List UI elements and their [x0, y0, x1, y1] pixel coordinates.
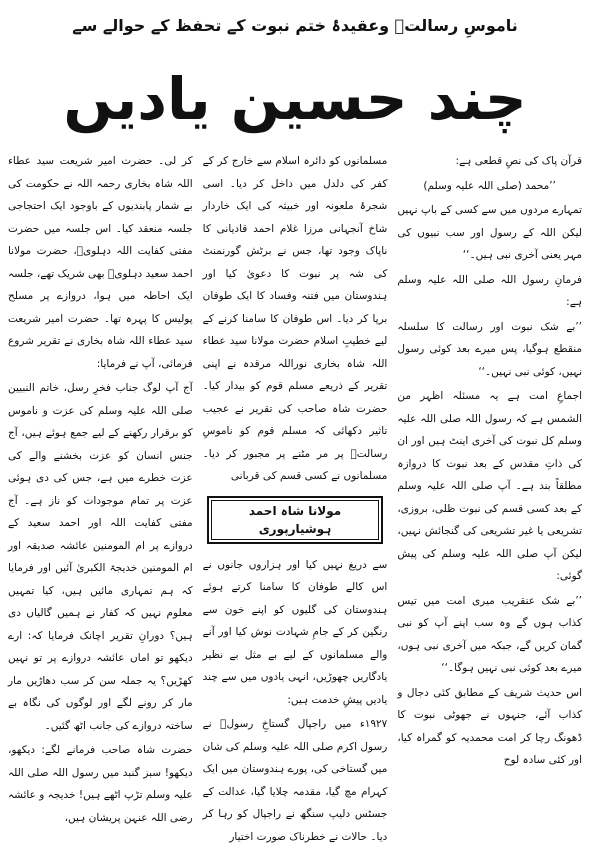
paragraph: کر لی۔ حضرت امیر شریعت سید عطاء اللہ شاہ بخاری رحمہ اللہ نے حکومت کی بے شمار پابندیوں کے باوجود ایک احتجاجی جلسہ منعقد کیا۔ اس جلسہ میں حضرت مفتی کفایت اللہ دہلویؒ، حضرت مولانا احمد سعید دہلویؒ بھی شریک تھے، جلسہ ایک احاطہ میں ہوا، دروازے پر مسلح پولیس کا پہرہ تھا۔ حضرت امیر شریعت سید عطاء اللہ شاہ بخاری نے تقریر شروع فرمائی، آپ نے فرمایا:	[7, 155, 193, 370]
paragraph: حضرت شاہ صاحب فرمانے لگے: دیکھو، دیکھو! سبز گنبد میں رسول اللہ صلی اللہ علیہ وسلم تڑپ اٹھے ہیں! خدیجہ و عائشہ رضی اللہ عنہن پریشان ہیں،	[7, 744, 193, 824]
quote-line: ’’محمد (صلی اللہ علیہ وسلم)	[423, 179, 556, 192]
column-left	[7, 150, 193, 824]
paragraph: ۱۹۲۷ء میں راجپال گستاخِ رسولؐ نے رسول اکرم صلی اللہ علیہ وسلم کی شان میں گستاخی کی، پورے ہندوستان میں ایک کہرام مچ گیا، مقدمہ چلایا گیا، عدالت کے جسٹس دلیپ سنگھ نے راجپال کو رہا کر دیا۔ حالات نے خطرناک صورت اختیار	[202, 718, 388, 843]
paragraph: ’’بے شک عنقریب میری امت میں تیس کذاب ہوں گے وہ سب اپنے آپ کو نبی گمان کریں گے، جبکہ میں آخری نبی ہوں، میرے بعد کوئی نبی نہیں ہوگا۔‘‘	[397, 594, 582, 674]
paragraph: فرمانِ رسول اللہ صلی اللہ علیہ وسلم ہے:	[397, 273, 582, 308]
article-columns	[7, 150, 582, 843]
paragraph: ’’بے شک نبوت اور رسالت کا سلسلہ منقطع ہوگیا، پس میرے بعد کوئی رسول نہیں، کوئی نبی نہیں۔‘‘	[397, 320, 582, 378]
paragraph: مسلمانوں کو دائرہ اسلام سے خارج کر کے کفر کی دلدل میں داخل کر دیا۔ اسی شجرۂ ملعونہ اور خبیثہ کی ایک خاردار شاخ آنجہانی مرزا غلام احمد قادیانی کا ناپاک وجود تھا، جس نے برٹش گورنمنٹ کی شہ پر نبوت کا دعویٰ کیا اور ہندوستان میں فتنہ وفساد کا ایک طوفان برپا کر دیا۔ اس طوفان کا سامنا کرنے کے لیے خطیبِ اسلام حضرت مولانا سید عطاء اللہ شاہ بخاری نوراللہ مرقدہ نے اپنی تقریر کے ذریعے مسلم قوم کو بیدار کیا۔ حضرت شاہ صاحب کی تقریر نے عجیب تاثیر دکھائی کہ مسلم قوم کو ناموسِ رسالتؐ پر مر مٹنے پر مجبور کر دیا۔ مسلمانوں نے کسی قسم کی قربانی	[202, 155, 388, 482]
paragraph: تمہارے مردوں میں سے کسی کے باپ نہیں لیکن اللہ کے رسول اور سب نبیوں کی مہر یعنی آخری نبی ہیں۔‘‘	[397, 204, 582, 261]
paragraph: سے دریغ نہیں کیا اور ہزاروں جانوں نے اس کالے طوفان کا سامنا کرتے ہوئے ہندوستان کی گلیوں کو اپنے خون سے رنگین کر کے جامِ شہادت نوش کیا اور آنے والے مسلمانوں کے لیے بے مثل بے نظیر یادگاریں چھوڑیں، انہی یادوں میں سے چند یادیں پیشِ خدمت ہیں:	[202, 558, 388, 706]
column-middle	[202, 150, 388, 843]
paragraph: اجماعِ امت ہے یہ مسئلہ اظہر من الشمس ہے کہ رسول اللہ صلی اللہ علیہ وسلم کل نبوت کی آخری اینٹ ہیں اور ان کی ذاتِ مقدس کے بعد نبوت کا دروازہ مطلقاً بند ہے۔ آپ صلی اللہ علیہ وسلم کے بعد کسی قسم کی نبوت ظلی، بروزی، تشریعی یا غیر تشریعی کی گنجائش نہیں، لیکن آپ صلی اللہ علیہ وسلم کی پیش گوئی:	[397, 390, 582, 582]
kicker-line: ناموسِ رسالتؐ وعقیدۂ ختم نبوت کے تحفظ کے حوالے سے	[72, 16, 518, 35]
column-right	[397, 150, 582, 766]
paragraph: آج آپ لوگ جناب فخرِ رسل، خاتم النبیین صلی اللہ علیہ وسلم کی عزت و ناموس کو برقرار رکھنے کے لیے جمع ہوئے ہیں، آج جنس انسان کو عزت بخشنے والے کی عزت خطرے میں ہے، جس کی دی ہوئی عزت پر تمام موجودات کو ناز ہے۔ آج مفتی کفایت اللہ اور احمد سعید کے دروازے پر ام المومنین عائشہ صدیقہ اور ام المومنین خدیجۃ الکبریٰ آئیں اور فرمایا کہ ہم تمہاری مائیں ہیں، کیا تمہیں معلوم نہیں کہ کفار نے ہمیں گالیاں دی ہیں؟ دورانِ تقریر اچانک فرمایا کہ: ارے دیکھو تو اماں عائشہ دروازے پر تو نہیں کھڑیں؟ یہ جملہ سن کر سب دھاڑیں مار مار کر رونے لگے اور لوگوں کی نگاہ بے ساختہ دروازے کی جانب اٹھ گئیں۔	[7, 382, 193, 732]
paragraph: قرآن پاک کی نصِ قطعی ہے:	[455, 155, 582, 167]
author-byline: مولانا شاہ احمد ہوشیارپوری	[207, 496, 384, 544]
paragraph: اس حدیث شریف کے مطابق کئی دجال و کذاب آئے، جنہوں نے جھوٹی نبوت کا ڈھونگ رچا کر امت محمدیہ کو گمراہ کیا، اور کئی سادہ لوح	[397, 686, 582, 766]
headline: چند حسین یادیں	[63, 65, 527, 133]
